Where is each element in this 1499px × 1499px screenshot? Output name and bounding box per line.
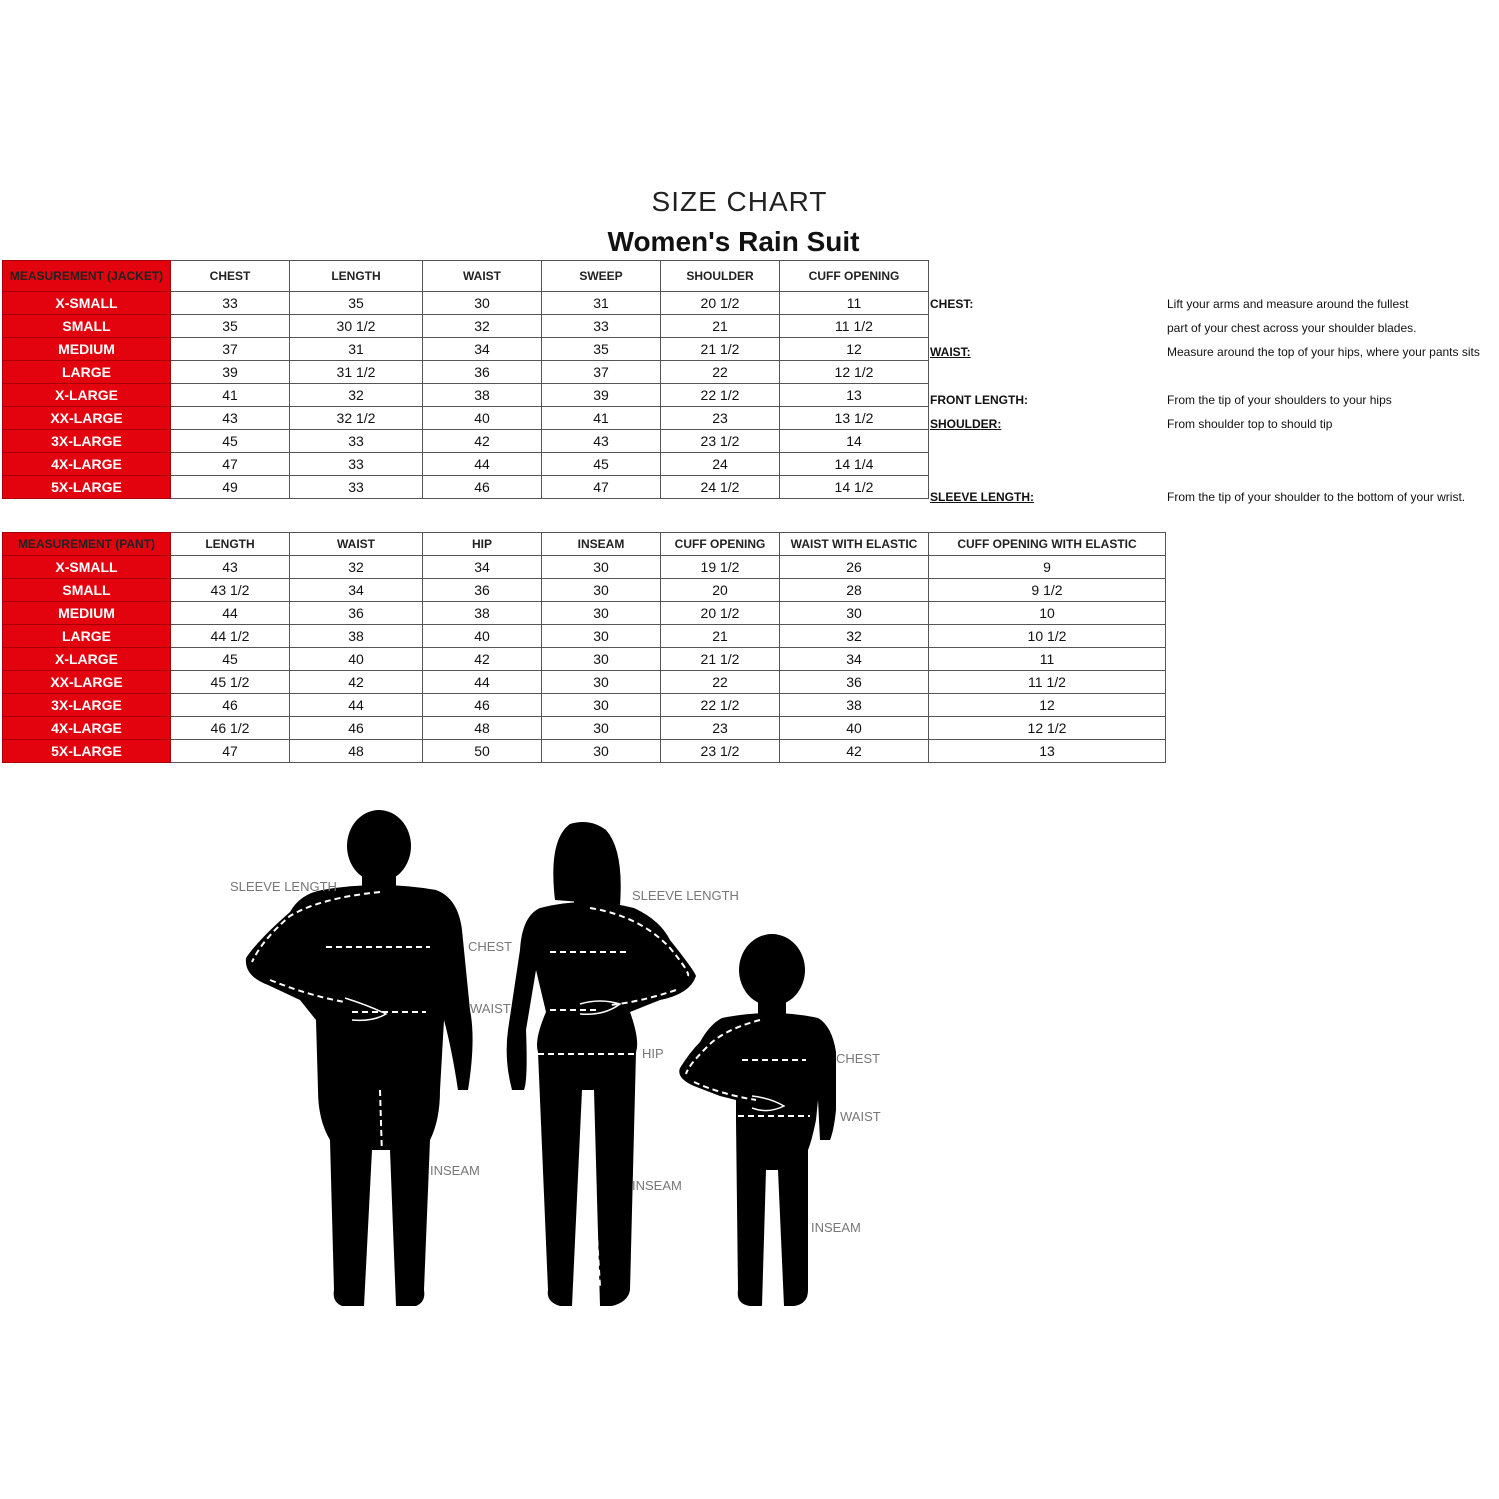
measurement-cell: 13 1/2 xyxy=(780,407,929,430)
table-row xyxy=(3,384,929,407)
column-header: MEASUREMENT (JACKET) xyxy=(3,261,171,292)
child-waist-label: WAIST xyxy=(840,1109,881,1124)
table-row xyxy=(3,556,1166,579)
measurement-cell: 11 1/2 xyxy=(780,315,929,338)
measurement-cell: 9 1/2 xyxy=(929,579,1166,602)
measurement-cell: 38 xyxy=(290,625,423,648)
measurement-cell: 21 1/2 xyxy=(661,338,780,361)
measurement-figures xyxy=(0,790,1000,1330)
table-row xyxy=(3,361,929,384)
measurement-cell: 43 1/2 xyxy=(171,579,290,602)
measurement-cell: 20 xyxy=(661,579,780,602)
measurement-cell: 42 xyxy=(423,648,542,671)
measurement-cell: 47 xyxy=(171,453,290,476)
measurement-cell: 44 xyxy=(171,602,290,625)
measurement-cell: 34 xyxy=(780,648,929,671)
note-shoulder-text: From shoulder top to should tip xyxy=(1167,417,1333,431)
measurement-cell: 38 xyxy=(780,694,929,717)
table-row xyxy=(3,740,1166,763)
measurement-cell: 22 1/2 xyxy=(661,384,780,407)
table-row xyxy=(3,579,1166,602)
measurement-cell: 45 1/2 xyxy=(171,671,290,694)
measurement-cell: 14 1/2 xyxy=(780,476,929,499)
size-label-cell: LARGE xyxy=(3,625,171,648)
table-row xyxy=(3,648,1166,671)
measurement-cell: 30 xyxy=(542,671,661,694)
column-header: MEASUREMENT (PANT) xyxy=(3,533,171,556)
note-waist-text: Measure around the top of your hips, where your pants sits xyxy=(1167,345,1480,359)
measurement-cell: 40 xyxy=(423,407,542,430)
measurement-cell: 30 xyxy=(780,602,929,625)
measurement-cell: 34 xyxy=(423,556,542,579)
measurement-cell: 30 xyxy=(542,625,661,648)
measurement-cell: 30 xyxy=(542,648,661,671)
column-header: CHEST xyxy=(171,261,290,292)
size-label-cell: MEDIUM xyxy=(3,602,171,625)
table-row xyxy=(3,625,1166,648)
measurement-cell: 11 1/2 xyxy=(929,671,1166,694)
size-label-cell: LARGE xyxy=(3,361,171,384)
measurement-cell: 21 xyxy=(661,625,780,648)
measurement-cell: 32 xyxy=(423,315,542,338)
measurement-cell: 42 xyxy=(780,740,929,763)
table-row xyxy=(3,671,1166,694)
table-row xyxy=(3,315,929,338)
measurement-cell: 14 1/4 xyxy=(780,453,929,476)
measurement-cell: 30 xyxy=(423,292,542,315)
note-chest-text-1: Lift your arms and measure around the fullest xyxy=(1167,297,1409,311)
measurement-cell: 30 1/2 xyxy=(290,315,423,338)
table-row xyxy=(3,407,929,430)
measurement-cell: 19 1/2 xyxy=(661,556,780,579)
measurement-cell: 40 xyxy=(290,648,423,671)
measurement-cell: 13 xyxy=(780,384,929,407)
measurement-cell: 42 xyxy=(290,671,423,694)
measurement-cell: 43 xyxy=(542,430,661,453)
measurement-cell: 24 xyxy=(661,453,780,476)
measurement-cell: 48 xyxy=(290,740,423,763)
measurement-cell: 34 xyxy=(290,579,423,602)
measurement-cell: 21 xyxy=(661,315,780,338)
measurement-cell: 23 1/2 xyxy=(661,430,780,453)
measurement-cell: 35 xyxy=(171,315,290,338)
table-row xyxy=(3,476,929,499)
table-row xyxy=(3,717,1166,740)
size-label-cell: 5X-LARGE xyxy=(3,740,171,763)
measurement-cell: 32 1/2 xyxy=(290,407,423,430)
woman-hip-label: HIP xyxy=(642,1046,664,1061)
child-silhouette xyxy=(679,934,836,1306)
measurement-cell: 40 xyxy=(780,717,929,740)
pant-size-table xyxy=(2,532,1166,763)
measurement-cell: 32 xyxy=(290,556,423,579)
size-label-cell: XX-LARGE xyxy=(3,671,171,694)
measurement-cell: 35 xyxy=(290,292,423,315)
measurement-cell: 30 xyxy=(542,602,661,625)
measurement-cell: 33 xyxy=(290,453,423,476)
jacket-size-table xyxy=(2,260,929,499)
measurement-cell: 45 xyxy=(542,453,661,476)
measurement-cell: 49 xyxy=(171,476,290,499)
column-header: LENGTH xyxy=(290,261,423,292)
chart-subtitle: Women's Rain Suit xyxy=(607,226,860,257)
measurement-cell: 24 1/2 xyxy=(661,476,780,499)
measurement-cell: 44 xyxy=(423,671,542,694)
measurement-cell: 11 xyxy=(780,292,929,315)
measurement-cell: 31 xyxy=(542,292,661,315)
measurement-cell: 38 xyxy=(423,384,542,407)
measurement-cell: 30 xyxy=(542,579,661,602)
measurement-cell: 20 1/2 xyxy=(661,292,780,315)
measurement-cell: 39 xyxy=(542,384,661,407)
man-inseam-label: INSEAM xyxy=(430,1163,480,1178)
measurement-cell: 32 xyxy=(780,625,929,648)
size-label-cell: XX-LARGE xyxy=(3,407,171,430)
column-header: CUFF OPENING xyxy=(780,261,929,292)
table-row xyxy=(3,338,929,361)
column-header: HIP xyxy=(423,533,542,556)
table-row xyxy=(3,694,1166,717)
column-header: INSEAM xyxy=(542,533,661,556)
measurement-cell: 45 xyxy=(171,430,290,453)
size-label-cell: X-LARGE xyxy=(3,384,171,407)
note-waist-label: WAIST: xyxy=(930,345,971,359)
size-label-cell: X-LARGE xyxy=(3,648,171,671)
measurement-cell: 22 xyxy=(661,361,780,384)
column-header: SHOULDER xyxy=(661,261,780,292)
measurement-cell: 44 xyxy=(423,453,542,476)
measurement-cell: 32 xyxy=(290,384,423,407)
size-label-cell: X-SMALL xyxy=(3,292,171,315)
man-chest-label: CHEST xyxy=(468,939,513,954)
measurement-cell: 12 xyxy=(780,338,929,361)
size-label-cell: 5X-LARGE xyxy=(3,476,171,499)
measurement-cell: 41 xyxy=(542,407,661,430)
measurement-cell: 37 xyxy=(171,338,290,361)
measurement-cell: 34 xyxy=(423,338,542,361)
measurement-cell: 26 xyxy=(780,556,929,579)
measurement-cell: 20 1/2 xyxy=(661,602,780,625)
measurement-cell: 33 xyxy=(290,476,423,499)
measurement-cell: 23 1/2 xyxy=(661,740,780,763)
measurement-cell: 30 xyxy=(542,556,661,579)
measurement-cell: 10 xyxy=(929,602,1166,625)
size-label-cell: 3X-LARGE xyxy=(3,430,171,453)
measurement-cell: 9 xyxy=(929,556,1166,579)
measurement-cell: 36 xyxy=(780,671,929,694)
measurement-cell: 40 xyxy=(423,625,542,648)
measurement-cell: 46 xyxy=(423,694,542,717)
size-label-cell: 3X-LARGE xyxy=(3,694,171,717)
measurement-cell: 41 xyxy=(171,384,290,407)
measurement-cell: 50 xyxy=(423,740,542,763)
measurement-cell: 46 xyxy=(171,694,290,717)
note-chest-text-2: part of your chest across your shoulder blades. xyxy=(1167,321,1417,335)
measurement-cell: 36 xyxy=(290,602,423,625)
column-header: LENGTH xyxy=(171,533,290,556)
note-front-length-text: From the tip of your shoulders to your hips xyxy=(1167,393,1392,407)
note-sleeve-length-label: SLEEVE LENGTH: xyxy=(930,490,1035,504)
size-label-cell: 4X-LARGE xyxy=(3,453,171,476)
measurement-cell: 30 xyxy=(542,694,661,717)
size-label-cell: MEDIUM xyxy=(3,338,171,361)
measurement-cell: 46 xyxy=(290,717,423,740)
column-header: WAIST xyxy=(423,261,542,292)
measurement-cell: 22 xyxy=(661,671,780,694)
measurement-cell: 39 xyxy=(171,361,290,384)
measurement-cell: 12 xyxy=(929,694,1166,717)
measurement-cell: 36 xyxy=(423,361,542,384)
measurement-cell: 35 xyxy=(542,338,661,361)
measurement-cell: 14 xyxy=(780,430,929,453)
measurement-cell: 23 xyxy=(661,717,780,740)
measurement-cell: 37 xyxy=(542,361,661,384)
measurement-cell: 48 xyxy=(423,717,542,740)
measurement-cell: 45 xyxy=(171,648,290,671)
child-inseam-label: INSEAM xyxy=(811,1220,861,1235)
measurement-cell: 30 xyxy=(542,717,661,740)
column-header: SWEEP xyxy=(542,261,661,292)
size-label-cell: X-SMALL xyxy=(3,556,171,579)
measurement-cell: 13 xyxy=(929,740,1166,763)
measurement-cell: 22 1/2 xyxy=(661,694,780,717)
measurement-cell: 30 xyxy=(542,740,661,763)
man-sleeve-length-label: SLEEVE LENGTH xyxy=(230,879,337,894)
measurement-cell: 38 xyxy=(423,602,542,625)
measurement-cell: 23 xyxy=(661,407,780,430)
size-label-cell: 4X-LARGE xyxy=(3,717,171,740)
measurement-cell: 10 1/2 xyxy=(929,625,1166,648)
measurement-cell: 31 1/2 xyxy=(290,361,423,384)
measurement-cell: 21 1/2 xyxy=(661,648,780,671)
measurement-cell: 42 xyxy=(423,430,542,453)
table-header-row xyxy=(3,261,929,292)
note-front-length-label: FRONT LENGTH: xyxy=(930,393,1028,407)
woman-sleeve-length-label: SLEEVE LENGTH xyxy=(632,888,739,903)
measurement-cell: 31 xyxy=(290,338,423,361)
measurement-cell: 11 xyxy=(929,648,1166,671)
man-waist-label: WAIST xyxy=(470,1001,511,1016)
child-chest-label: CHEST xyxy=(836,1051,881,1066)
measurement-cell: 33 xyxy=(290,430,423,453)
table-row xyxy=(3,602,1166,625)
measurement-cell: 47 xyxy=(542,476,661,499)
measurement-cell: 47 xyxy=(171,740,290,763)
column-header: CUFF OPENING WITH ELASTIC xyxy=(929,533,1166,556)
chart-title: SIZE CHART xyxy=(651,186,828,217)
note-sleeve-length-text: From the tip of your shoulder to the bottom of your wrist. xyxy=(1167,490,1466,504)
size-label-cell: SMALL xyxy=(3,315,171,338)
table-row xyxy=(3,453,929,476)
measurement-cell: 28 xyxy=(780,579,929,602)
measurement-cell: 44 1/2 xyxy=(171,625,290,648)
measurement-cell: 46 xyxy=(423,476,542,499)
measurement-cell: 43 xyxy=(171,407,290,430)
woman-inseam-label: INSEAM xyxy=(632,1178,682,1193)
measurement-cell: 12 1/2 xyxy=(780,361,929,384)
table-header-row xyxy=(3,533,1166,556)
measurement-cell: 33 xyxy=(171,292,290,315)
measurement-cell: 43 xyxy=(171,556,290,579)
measurement-cell: 12 1/2 xyxy=(929,717,1166,740)
measurement-cell: 46 1/2 xyxy=(171,717,290,740)
column-header: CUFF OPENING xyxy=(661,533,780,556)
column-header: WAIST WITH ELASTIC xyxy=(780,533,929,556)
table-row xyxy=(3,430,929,453)
note-chest-label: CHEST: xyxy=(930,297,974,311)
column-header: WAIST xyxy=(290,533,423,556)
table-row xyxy=(3,292,929,315)
note-shoulder-label: SHOULDER: xyxy=(930,417,1002,431)
measurement-cell: 44 xyxy=(290,694,423,717)
measurement-cell: 36 xyxy=(423,579,542,602)
size-label-cell: SMALL xyxy=(3,579,171,602)
measurement-cell: 33 xyxy=(542,315,661,338)
